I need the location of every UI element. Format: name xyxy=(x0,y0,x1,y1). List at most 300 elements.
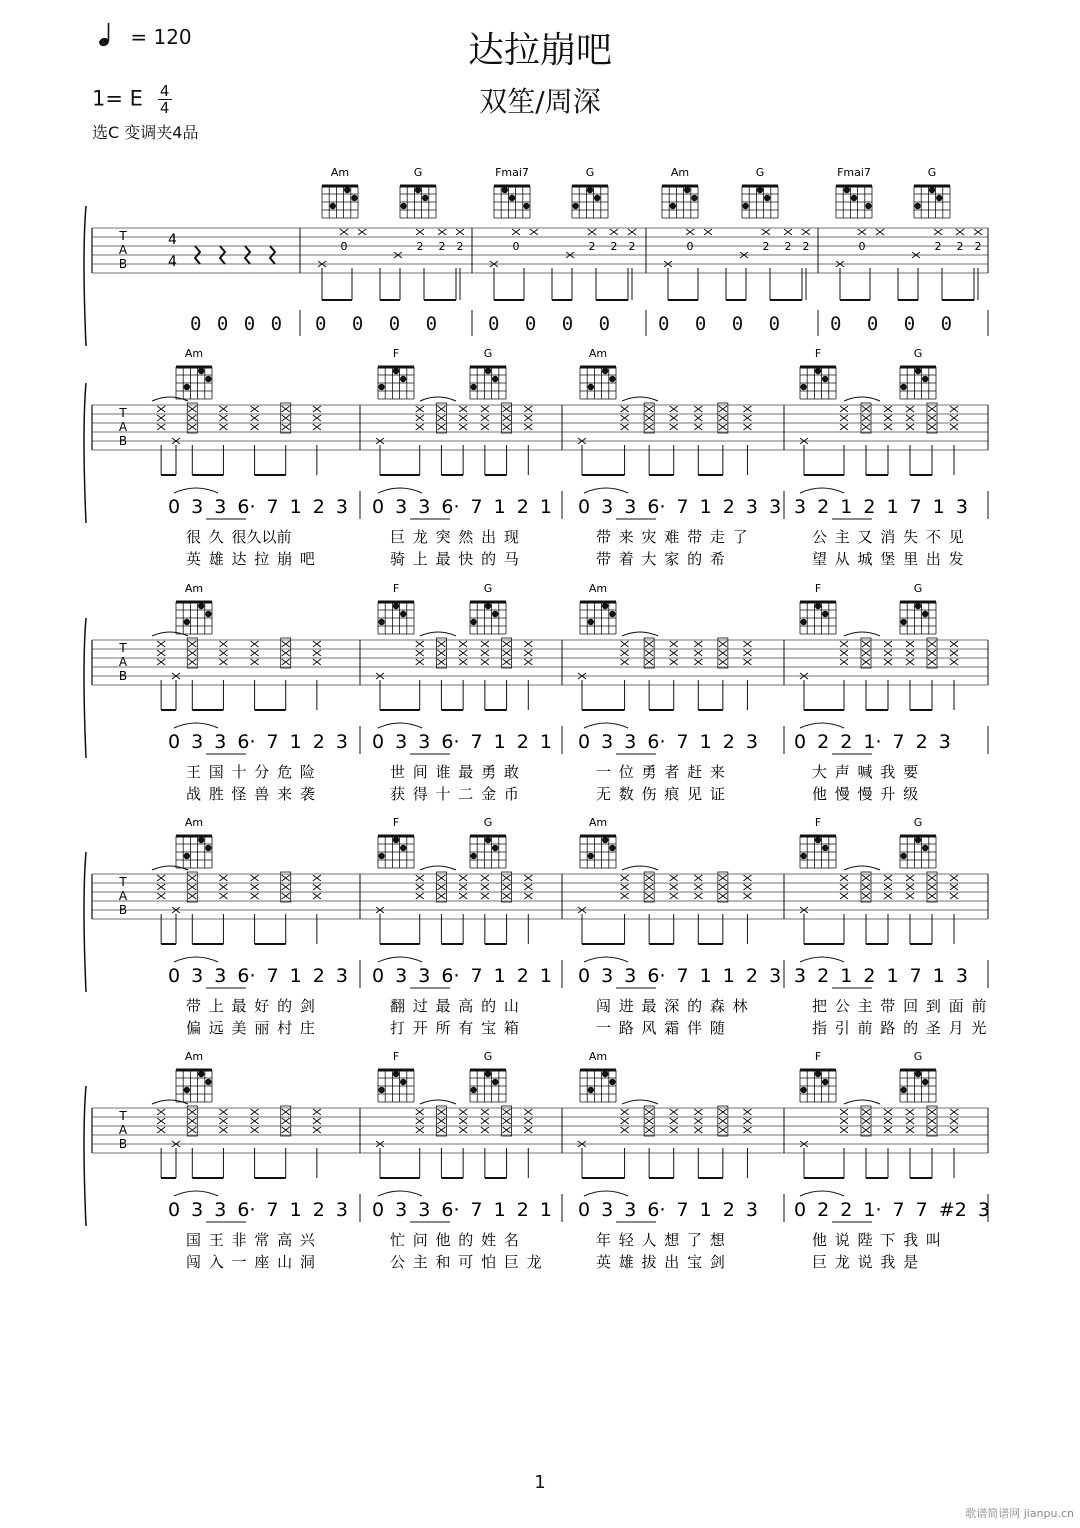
chord-dot xyxy=(485,837,491,843)
lyric-line-2: 一 路 风 霜 伴 随 xyxy=(596,1019,725,1037)
tie-arc xyxy=(622,632,658,636)
lyric-line-2: 他 慢 慢 升 级 xyxy=(812,785,919,803)
chord-name: Fmai7 xyxy=(495,166,529,179)
tab-clef-letter: A xyxy=(118,655,128,669)
slur-arc xyxy=(584,723,628,728)
chord-dot xyxy=(470,1087,476,1093)
lyric-line-1: 带 来 灾 难 带 走 了 xyxy=(596,528,748,546)
chord-dot xyxy=(205,1079,211,1085)
chord-dot xyxy=(470,619,476,625)
chord-diagram xyxy=(470,1050,506,1102)
intro-measure-2: 0 0 0 0 xyxy=(488,313,611,335)
tab-fret-number: 2 xyxy=(784,240,792,253)
chord-name: Fmai7 xyxy=(837,166,871,179)
slur-arc xyxy=(174,488,218,493)
lyric-line-1: 闯 进 最 深 的 森 林 xyxy=(596,997,748,1015)
intro-measure-3: 0 0 0 0 xyxy=(658,313,781,335)
tie-arc xyxy=(622,397,658,401)
tab-clef-letter: A xyxy=(118,1123,128,1137)
chord-name: Am xyxy=(184,816,204,829)
chord-dot xyxy=(393,368,399,374)
chord-dot xyxy=(602,603,608,609)
tab-system-4 xyxy=(0,1046,1080,1326)
chord-dot xyxy=(588,1087,594,1093)
system-brace xyxy=(84,1086,86,1226)
chord-name: F xyxy=(814,582,822,595)
tab-clef-letter: T xyxy=(119,641,127,655)
chord-dot xyxy=(184,853,190,859)
chord-dot xyxy=(822,1079,828,1085)
slur-arc xyxy=(800,1191,844,1196)
chord-name: G xyxy=(483,816,493,829)
chord-diagram xyxy=(800,347,836,399)
chord-dot xyxy=(594,195,600,201)
chord-diagram xyxy=(400,166,436,218)
tab-clef-letter: T xyxy=(119,1109,127,1123)
notation-measure: 0 3 3 6· 7 1 2 3 xyxy=(168,1199,349,1221)
slur-arc xyxy=(584,488,628,493)
chord-name: G xyxy=(483,582,493,595)
song-artist: 双笙/周深 xyxy=(479,85,601,118)
system-brace xyxy=(84,383,86,523)
system-brace xyxy=(84,852,86,992)
chord-dot xyxy=(205,845,211,851)
chord-dot xyxy=(330,203,336,209)
chord-dot xyxy=(588,619,594,625)
tie-arc xyxy=(844,632,880,636)
tie-arc xyxy=(420,632,456,636)
tab-fret-number: 0 xyxy=(340,240,348,253)
tab-fret-number: 0 xyxy=(686,240,694,253)
key-label: 1= E xyxy=(92,86,143,111)
chord-diagram xyxy=(800,582,836,634)
chord-dot xyxy=(378,619,384,625)
chord-dot xyxy=(502,187,508,193)
chord-dot xyxy=(184,384,190,390)
chord-dot xyxy=(198,1071,204,1077)
chord-diagram xyxy=(900,816,936,868)
notation-measure: 0 3 3 6· 7 1 2 3 xyxy=(578,731,759,753)
system-brace xyxy=(84,206,86,346)
tab-fret-number: 2 xyxy=(974,240,982,253)
chord-name: Am xyxy=(330,166,350,179)
tie-arc xyxy=(152,866,188,870)
lyric-line-1: 巨 龙 突 然 出 现 xyxy=(390,528,519,546)
tab-fret-number: 2 xyxy=(802,240,810,253)
tab-clef-letter: T xyxy=(119,875,127,889)
chord-dot xyxy=(742,203,748,209)
chord-dot xyxy=(378,853,384,859)
lyric-line-1: 公 主 又 消 失 不 见 xyxy=(812,528,964,546)
chord-dot xyxy=(684,187,690,193)
chord-diagram xyxy=(900,582,936,634)
chord-diagram xyxy=(176,816,212,868)
capo-note: 选C 变调夹4品 xyxy=(92,123,199,142)
chord-diagram xyxy=(900,1050,936,1102)
intro-measure-4: 0 0 0 0 xyxy=(830,313,953,335)
chord-dot xyxy=(198,837,204,843)
lyric-line-1: 带 上 最 好 的 剑 xyxy=(186,997,315,1015)
chord-dot xyxy=(485,368,491,374)
chord-name: G xyxy=(483,1050,493,1063)
tab-fret-number: 2 xyxy=(610,240,618,253)
chord-name: Am xyxy=(670,166,690,179)
notation-measure: 0 2 2 1· 7 2 3 xyxy=(794,731,951,753)
chord-dot xyxy=(588,384,594,390)
notation-measure: 0 3 3 6· 7 1 1 2 3 xyxy=(578,965,782,987)
chord-dot xyxy=(400,845,406,851)
chord-dot xyxy=(184,619,190,625)
tempo-marking xyxy=(98,22,192,49)
song-title: 达拉崩吧 xyxy=(467,30,612,71)
chord-diagram xyxy=(580,816,616,868)
tab-clef-letter: A xyxy=(118,889,128,903)
chord-name: Am xyxy=(588,582,608,595)
lyric-line-1: 忙 问 他 的 姓 名 xyxy=(390,1231,519,1249)
chord-diagram xyxy=(378,347,414,399)
chord-name: Am xyxy=(184,1050,204,1063)
tie-arc xyxy=(420,397,456,401)
lyric-line-1: 很 久 很久以前 xyxy=(186,528,292,546)
lyric-line-2: 公 主 和 可 怕 巨 龙 xyxy=(390,1253,542,1271)
tab-clef-letter: B xyxy=(118,903,128,917)
chord-diagram xyxy=(914,166,950,218)
key-signature xyxy=(92,84,172,115)
tab-clef-letter: T xyxy=(119,229,127,243)
slur-arc xyxy=(584,957,628,962)
lyric-line-2: 骑 上 最 快 的 马 xyxy=(390,550,519,568)
chord-dot xyxy=(800,384,806,390)
chord-name: G xyxy=(755,166,765,179)
chord-diagram xyxy=(176,347,212,399)
tab-staff xyxy=(0,1046,1080,1286)
chord-dot xyxy=(915,1071,921,1077)
chord-dot xyxy=(922,611,928,617)
lyric-line-2: 闯 入 一 座 山 洞 xyxy=(186,1253,315,1271)
chord-dot xyxy=(602,1071,608,1077)
intro-notation xyxy=(90,313,990,339)
slur-arc xyxy=(174,957,218,962)
chord-dot xyxy=(492,845,498,851)
tie-arc xyxy=(622,1100,658,1104)
lyric-line-1: 翻 过 最 高 的 山 xyxy=(390,997,519,1015)
chord-diagram xyxy=(580,582,616,634)
chord-dot xyxy=(900,1087,906,1093)
tab-clef-letter: A xyxy=(118,420,128,434)
chord-dot xyxy=(800,853,806,859)
chord-diagram xyxy=(378,1050,414,1102)
tab-clef-letter: T xyxy=(119,406,127,420)
chord-name: G xyxy=(413,166,423,179)
chord-dot xyxy=(400,611,406,617)
tab-clef-letter: B xyxy=(118,434,128,448)
lyric-line-1: 他 说 陛 下 我 叫 xyxy=(812,1231,941,1249)
chord-diagram xyxy=(176,1050,212,1102)
system-brace xyxy=(84,618,86,758)
lyric-line-2: 带 着 大 家 的 希 xyxy=(596,550,725,568)
watermark: 歌谱简谱网 jianpu.cn xyxy=(965,1507,1074,1520)
notation-measure: 0 3 3 6· 7 1 2 1 xyxy=(372,1199,553,1221)
lyric-line-2: 无 数 伤 痕 见 证 xyxy=(596,785,725,803)
intro-measure-1: 0 0 0 0 xyxy=(315,313,438,335)
tab-time-sig: 4 xyxy=(168,232,177,248)
chord-diagram xyxy=(378,582,414,634)
tab-fret-number: 2 xyxy=(438,240,446,253)
slur-arc xyxy=(174,723,218,728)
tab-staff xyxy=(0,343,1080,583)
chord-dot xyxy=(393,1071,399,1077)
lyric-line-2: 打 开 所 有 宝 箱 xyxy=(390,1019,519,1037)
tie-arc xyxy=(844,1100,880,1104)
chord-dot xyxy=(822,845,828,851)
slur-arc xyxy=(378,488,422,493)
tab-staff xyxy=(0,812,1080,1052)
lyric-line-2: 英 雄 拔 出 宝 剑 xyxy=(596,1253,725,1271)
chord-dot xyxy=(378,1087,384,1093)
chord-dot xyxy=(485,603,491,609)
intro-measure-0: 0 0 0 0 xyxy=(190,313,283,335)
lyric-line-2: 偏 远 美 丽 村 庄 xyxy=(186,1019,315,1037)
lyric-line-1: 王 国 十 分 危 险 xyxy=(186,763,315,781)
slur-arc xyxy=(378,723,422,728)
tab-clef-letter: A xyxy=(118,243,128,257)
chord-dot xyxy=(851,195,857,201)
chord-name: G xyxy=(913,582,923,595)
chord-dot xyxy=(485,1071,491,1077)
chord-diagram xyxy=(800,1050,836,1102)
tab-fret-number: 0 xyxy=(512,240,520,253)
tab-time-sig: 4 xyxy=(168,254,177,270)
chord-dot xyxy=(400,376,406,382)
chord-dot xyxy=(757,187,763,193)
chord-name: F xyxy=(392,347,400,360)
tie-arc xyxy=(152,1100,188,1104)
chord-dot xyxy=(205,376,211,382)
tie-arc xyxy=(152,632,188,636)
chord-diagram xyxy=(580,347,616,399)
slur-arc xyxy=(378,957,422,962)
chord-diagram xyxy=(470,816,506,868)
chord-dot xyxy=(915,837,921,843)
lyric-line-1: 世 间 谁 最 勇 敢 xyxy=(390,763,519,781)
chord-name: G xyxy=(913,816,923,829)
slur-arc xyxy=(800,957,844,962)
chord-name: Am xyxy=(184,582,204,595)
chord-dot xyxy=(393,837,399,843)
chord-diagram xyxy=(322,166,358,218)
chord-diagram xyxy=(470,347,506,399)
chord-dot xyxy=(400,203,406,209)
notation-measure: 0 3 3 6· 7 1 2 3 xyxy=(578,1199,759,1221)
lyric-line-1: 一 位 勇 者 赶 来 xyxy=(596,763,725,781)
notation-measure: 0 3 3 6· 7 1 2 3 xyxy=(168,965,349,987)
chord-dot xyxy=(822,611,828,617)
slur-arc xyxy=(378,1191,422,1196)
quarter-note-icon xyxy=(98,22,114,48)
lyric-line-2: 战 胜 怪 兽 来 袭 xyxy=(186,785,315,803)
tempo-value: = 120 xyxy=(130,25,192,49)
chord-diagram xyxy=(176,582,212,634)
chord-dot xyxy=(844,187,850,193)
notation-measure: 0 3 3 6· 7 1 2 3 xyxy=(168,496,349,518)
chord-dot xyxy=(822,376,828,382)
tab-staff xyxy=(0,578,1080,818)
chord-dot xyxy=(492,376,498,382)
chord-dot xyxy=(351,195,357,201)
chord-dot xyxy=(936,195,942,201)
chord-name: Am xyxy=(588,1050,608,1063)
chord-dot xyxy=(764,195,770,201)
chord-dot xyxy=(915,603,921,609)
chord-name: G xyxy=(913,347,923,360)
tie-arc xyxy=(622,866,658,870)
chord-name: F xyxy=(392,816,400,829)
chord-diagram xyxy=(470,582,506,634)
chord-name: F xyxy=(814,816,822,829)
lyric-line-2: 巨 龙 说 我 是 xyxy=(812,1253,919,1271)
tab-fret-number: 2 xyxy=(762,240,770,253)
tie-arc xyxy=(844,397,880,401)
lyric-line-2: 望 从 城 堡 里 出 发 xyxy=(812,550,964,568)
chord-name: G xyxy=(585,166,595,179)
chord-dot xyxy=(900,619,906,625)
lyric-line-1: 大 声 喊 我 要 xyxy=(812,763,919,781)
notation-measure: 0 3 3 6· 7 1 2 1 xyxy=(372,965,553,987)
chord-dot xyxy=(815,1071,821,1077)
chord-dot xyxy=(602,368,608,374)
chord-dot xyxy=(492,1079,498,1085)
tab-fret-number: 0 xyxy=(858,240,866,253)
chord-name: F xyxy=(392,1050,400,1063)
tab-fret-number: 2 xyxy=(956,240,964,253)
notation-measure: 0 3 3 6· 7 1 2 3 3 xyxy=(578,496,782,518)
chord-dot xyxy=(914,203,920,209)
chord-name: G xyxy=(913,1050,923,1063)
chord-dot xyxy=(509,195,515,201)
chord-dot xyxy=(691,195,697,201)
chord-dot xyxy=(900,384,906,390)
page-number: 1 xyxy=(534,1472,546,1493)
chord-dot xyxy=(198,368,204,374)
tab-fret-number: 2 xyxy=(628,240,636,253)
chord-dot xyxy=(609,845,615,851)
chord-name: F xyxy=(814,1050,822,1063)
chord-dot xyxy=(609,376,615,382)
lyric-line-2: 英 雄 达 拉 崩 吧 xyxy=(186,550,315,568)
chord-dot xyxy=(572,203,578,209)
tie-arc xyxy=(844,866,880,870)
notation-measure: 0 3 3 6· 7 1 2 1 xyxy=(372,496,553,518)
chord-dot xyxy=(815,368,821,374)
chord-dot xyxy=(344,187,350,193)
notation-measure: 0 2 2 1· 7 7 #2 3 xyxy=(794,1199,990,1221)
chord-diagram xyxy=(580,1050,616,1102)
chord-name: Am xyxy=(588,347,608,360)
chord-diagram xyxy=(662,166,698,218)
slur-arc xyxy=(174,1191,218,1196)
chord-dot xyxy=(865,203,871,209)
chord-dot xyxy=(922,376,928,382)
slur-arc xyxy=(584,1191,628,1196)
lyric-line-1: 年 轻 人 想 了 想 xyxy=(596,1231,725,1249)
chord-name: F xyxy=(814,347,822,360)
chord-dot xyxy=(400,1079,406,1085)
chord-dot xyxy=(378,384,384,390)
chord-diagram xyxy=(378,816,414,868)
time-signature-bottom: 4 xyxy=(159,99,170,117)
notation-measure: 3 2 1 2 1 7 1 3 xyxy=(794,965,968,987)
tab-clef-letter: B xyxy=(118,669,128,683)
tie-arc xyxy=(152,397,188,401)
chord-dot xyxy=(922,845,928,851)
chord-dot xyxy=(815,603,821,609)
chord-dot xyxy=(470,384,476,390)
chord-dot xyxy=(922,1079,928,1085)
time-signature-top: 4 xyxy=(159,82,170,100)
tie-arc xyxy=(420,1100,456,1104)
chord-dot xyxy=(415,187,421,193)
chord-diagram xyxy=(900,347,936,399)
chord-dot xyxy=(422,195,428,201)
chord-name: Am xyxy=(588,816,608,829)
tab-fret-number: 2 xyxy=(934,240,942,253)
chord-dot xyxy=(184,1087,190,1093)
chord-dot xyxy=(588,853,594,859)
chord-dot xyxy=(800,1087,806,1093)
chord-dot xyxy=(609,611,615,617)
tie-arc xyxy=(420,866,456,870)
chord-dot xyxy=(609,1079,615,1085)
chord-dot xyxy=(492,611,498,617)
notation-measure: 0 3 3 6· 7 1 2 1 xyxy=(372,731,553,753)
chord-name: Am xyxy=(184,347,204,360)
chord-dot xyxy=(900,853,906,859)
chord-name: F xyxy=(392,582,400,595)
chord-dot xyxy=(205,611,211,617)
slur-arc xyxy=(800,723,844,728)
tab-fret-number: 2 xyxy=(588,240,596,253)
chord-name: G xyxy=(483,347,493,360)
lyric-line-1: 国 王 非 常 高 兴 xyxy=(186,1231,315,1249)
tab-clef-letter: B xyxy=(118,1137,128,1151)
chord-dot xyxy=(470,853,476,859)
chord-diagram xyxy=(742,166,778,218)
chord-dot xyxy=(800,619,806,625)
chord-diagram xyxy=(836,166,872,218)
chord-diagram xyxy=(800,816,836,868)
lyric-line-1: 把 公 主 带 回 到 面 前 xyxy=(812,997,987,1015)
chord-dot xyxy=(670,203,676,209)
notation-measure: 0 3 3 6· 7 1 2 3 xyxy=(168,731,349,753)
chord-diagram xyxy=(572,166,608,218)
lyric-line-2: 获 得 十 二 金 币 xyxy=(390,785,519,803)
slur-arc xyxy=(800,488,844,493)
chord-dot xyxy=(523,203,529,209)
tab-fret-number: 2 xyxy=(416,240,424,253)
chord-dot xyxy=(602,837,608,843)
lyric-line-2: 指 引 前 路 的 圣 月 光 xyxy=(812,1019,987,1037)
chord-dot xyxy=(587,187,593,193)
tab-clef-letter: B xyxy=(118,257,128,271)
chord-dot xyxy=(198,603,204,609)
chord-dot xyxy=(929,187,935,193)
chord-name: G xyxy=(927,166,937,179)
chord-dot xyxy=(815,837,821,843)
chord-dot xyxy=(393,603,399,609)
tab-fret-number: 2 xyxy=(456,240,464,253)
chord-dot xyxy=(915,368,921,374)
chord-diagram xyxy=(494,166,530,218)
